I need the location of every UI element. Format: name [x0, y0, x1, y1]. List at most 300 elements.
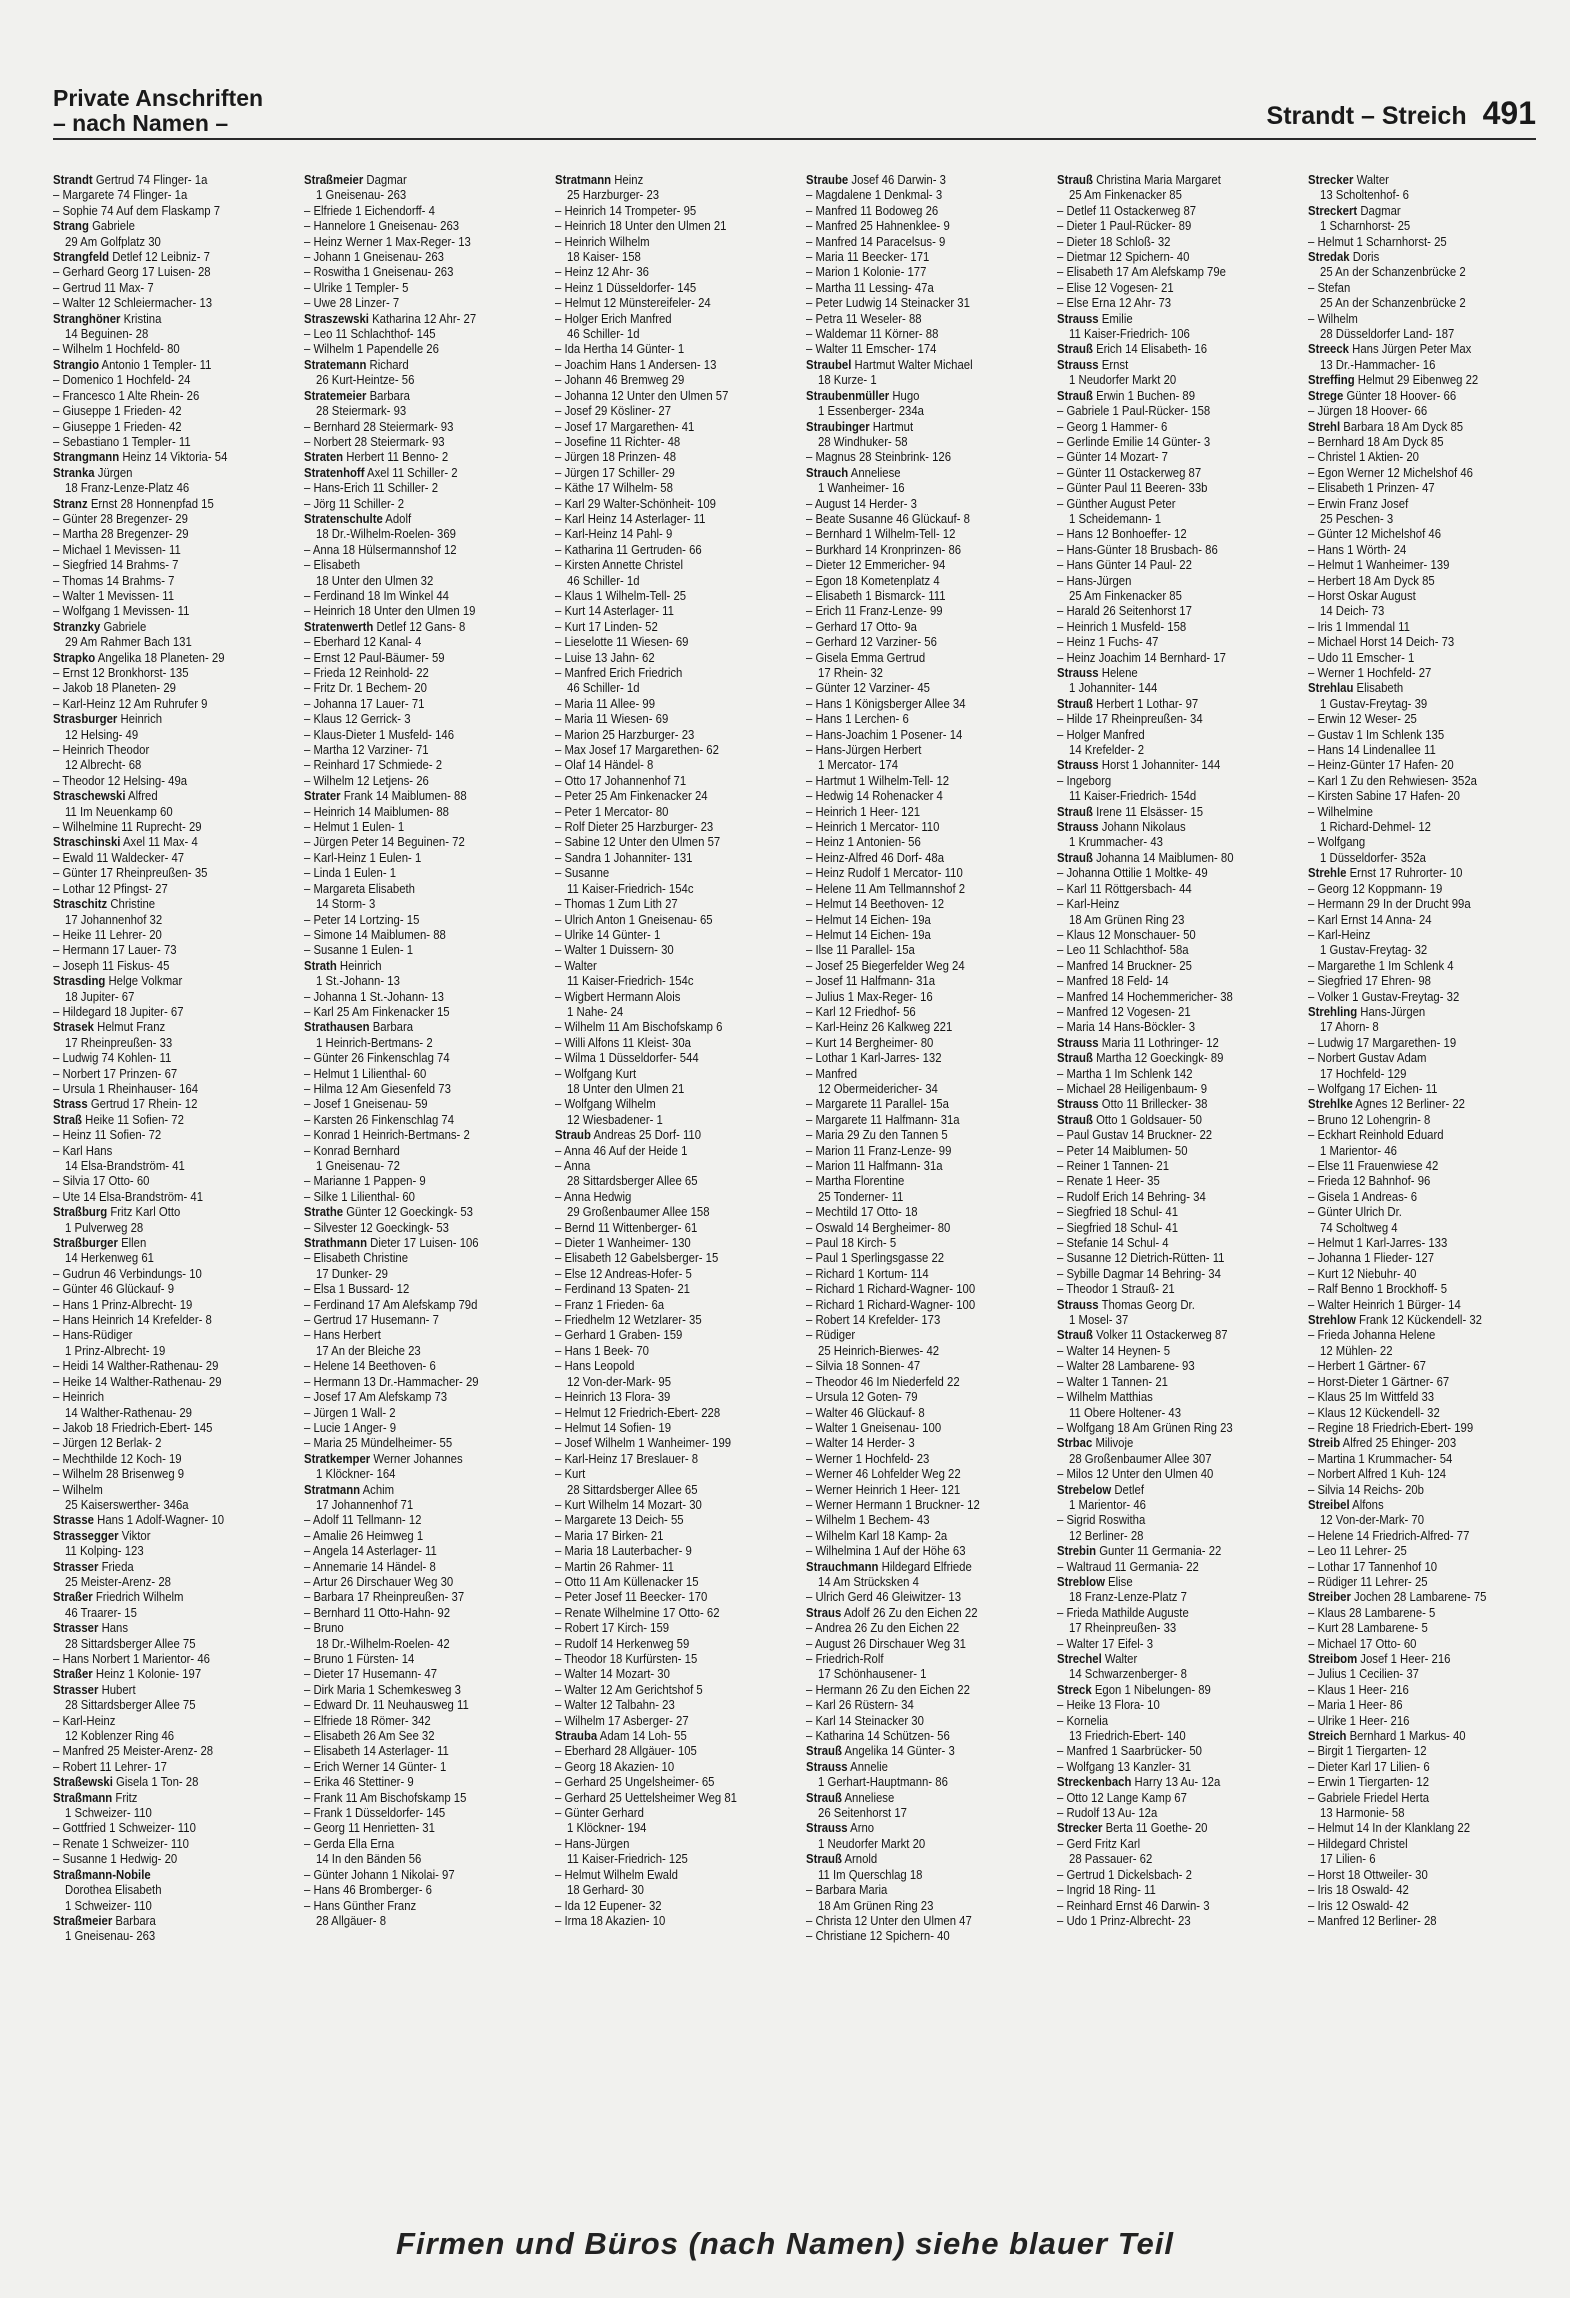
directory-entry: [304, 1066, 536, 1081]
entry-text: – Werner Heinrich 1 Heer- 121: [806, 1481, 961, 1497]
entry-text: – Dieter Karl 17 Lilien- 6: [1308, 1758, 1430, 1774]
entry-text: Volker 11 Ostackerweg 87: [1096, 1327, 1228, 1343]
directory-entry: [53, 1898, 286, 1913]
surname: Streckenbach: [1057, 1774, 1132, 1790]
entry-text: – Giuseppe 1 Frieden- 42: [53, 418, 182, 434]
directory-entry: [53, 1913, 285, 1928]
entry-text: Helene: [1101, 665, 1138, 680]
directory-entry: [53, 1143, 285, 1158]
entry-text: – Reiner 1 Tannen- 21: [1057, 1158, 1170, 1173]
entry-text: 17 Rhein- 32: [818, 665, 883, 680]
directory-entry: [806, 850, 1038, 865]
entry-text: 28 Steiermark- 93: [316, 403, 407, 419]
entry-text: – Angela 14 Asterlager- 11: [304, 1543, 437, 1559]
directory-entry: [555, 1497, 787, 1512]
directory-entry: [1308, 1019, 1541, 1034]
directory-entry: [1308, 1312, 1540, 1327]
directory-entry: [1308, 1358, 1540, 1373]
directory-entry: [1308, 619, 1540, 634]
directory-entry: [53, 927, 285, 942]
directory-entry: [1057, 1851, 1290, 1866]
directory-entry: [304, 634, 536, 649]
entry-text: Herbert 11 Benno- 2: [346, 449, 449, 465]
directory-entry: [1308, 1112, 1540, 1127]
entry-text: 1 Essenberger- 234a: [818, 403, 924, 419]
directory-entry: [806, 1466, 1038, 1481]
entry-text: – Elisabeth 1 Bismarck- 111: [806, 587, 946, 603]
directory-entry: [806, 1713, 1038, 1728]
directory-entry: [304, 295, 536, 310]
directory-entry: [53, 388, 285, 403]
directory-entry: [806, 742, 1038, 757]
entry-text: – Renate Wilhelmine 17 Otto- 62: [555, 1604, 720, 1620]
entry-text: – Walter 17 Eifel- 3: [1057, 1635, 1154, 1651]
directory-entry: [806, 1790, 1038, 1805]
directory-entry: [1057, 1035, 1289, 1050]
directory-entry: [1057, 419, 1289, 434]
directory-entry: [1057, 372, 1290, 387]
directory-entry: [304, 1389, 536, 1404]
directory-entry: [555, 1420, 787, 1435]
entry-text: – Gerd Fritz Karl: [1057, 1835, 1141, 1851]
directory-entry: [53, 881, 285, 896]
entry-text: – Werner 1 Hochfeld- 23: [806, 1450, 930, 1466]
entry-text: – Robert 11 Lehrer- 17: [53, 1758, 167, 1774]
directory-entry: [1057, 449, 1289, 464]
entry-text: – Hans 46 Bromberger- 6: [304, 1882, 432, 1898]
directory-entry: [806, 326, 1038, 341]
entry-text: – Rudolf 13 Au- 12a: [1057, 1805, 1158, 1821]
surname: Strehlow: [1308, 1312, 1356, 1328]
directory-entry: [1057, 1143, 1289, 1158]
directory-entry: [304, 1898, 536, 1913]
directory-entry: [806, 1497, 1038, 1512]
entry-text: – Gerda Ella Erna: [304, 1835, 395, 1851]
directory-entry: [1308, 526, 1540, 541]
entry-text: – Hartmut 1 Wilhelm-Tell- 12: [806, 772, 950, 788]
directory-entry: [806, 757, 1039, 772]
directory-entry: [1057, 1250, 1289, 1265]
directory-entry: [1057, 357, 1289, 372]
directory-entry: [304, 1728, 536, 1743]
directory-entry: [1057, 588, 1290, 603]
directory-entry: [53, 449, 285, 464]
entry-text: Herbert 1 Lothar- 97: [1096, 695, 1199, 711]
entry-text: – Elsa 1 Bussard- 12: [304, 1281, 410, 1297]
directory-entry: [1308, 1158, 1540, 1173]
directory-entry: [53, 542, 285, 557]
entry-text: – Rüdiger 11 Lehrer- 25: [1308, 1573, 1428, 1589]
directory-entry: [806, 1682, 1038, 1697]
entry-text: – Heinz 1 Düsseldorfer- 145: [555, 279, 697, 295]
directory-entry: [304, 865, 536, 880]
entry-text: – Kurt 17 Linden- 52: [555, 618, 658, 634]
entry-text: – Manfred 25 Hahnenklee- 9: [806, 218, 950, 234]
directory-entry: [1308, 912, 1540, 927]
directory-entry: [1057, 680, 1290, 695]
entry-text: – Theodor 46 Im Niederfeld 22: [806, 1373, 960, 1389]
directory-entry: [53, 1851, 285, 1866]
directory-entry: [53, 973, 285, 988]
entry-text: 18 Gerhard- 30: [567, 1882, 644, 1898]
entry-text: – Josef 17 Margarethen- 41: [555, 418, 695, 434]
directory-entry: [304, 1420, 536, 1435]
surname: Straten: [304, 449, 344, 465]
directory-entry: [555, 819, 787, 834]
page-header-right: [1267, 95, 1536, 132]
directory-entry: [555, 341, 787, 356]
directory-entry: [555, 773, 787, 788]
directory-entry: [304, 773, 536, 788]
directory-entry: [53, 1666, 285, 1681]
entry-text: – Andrea 26 Zu den Eichen 22: [806, 1620, 960, 1636]
directory-entry: [806, 511, 1038, 526]
directory-entry: [304, 942, 536, 957]
entry-text: – Wilhelm 28 Brisenweg 9: [53, 1466, 185, 1482]
entry-text: – Karl-Heinz 12 Am Ruhrufer 9: [53, 695, 208, 711]
entry-text: 1 Prinz-Albrecht- 19: [65, 1342, 166, 1358]
directory-entry: [806, 634, 1038, 649]
directory-entry: [555, 511, 787, 526]
entry-text: – Helmut 1 Wanheimer- 139: [1308, 557, 1450, 573]
surname: Stratmann: [555, 172, 612, 187]
directory-entry: [1308, 1173, 1540, 1188]
entry-text: – Gerlinde Emilie 14 Günter- 3: [1057, 433, 1211, 449]
directory-entry: [304, 264, 536, 279]
directory-entry: [53, 465, 285, 480]
directory-entry: [555, 419, 787, 434]
entry-text: – Jürgen 12 Berlak- 2: [53, 1435, 162, 1451]
directory-entry: [555, 1081, 788, 1096]
directory-entry: [53, 757, 286, 772]
entry-text: Ellen: [121, 1235, 147, 1251]
directory-entry: [1057, 1636, 1289, 1651]
directory-entry: [304, 465, 536, 480]
directory-entry: [1057, 942, 1289, 957]
directory-entry: [555, 1297, 787, 1312]
directory-entry: [555, 1820, 788, 1835]
entry-text: – Udo 1 Prinz-Albrecht- 23: [1057, 1912, 1191, 1928]
directory-entry: [1308, 1682, 1540, 1697]
entry-text: – Heinrich Theodor: [53, 742, 150, 758]
directory-entry: [1057, 742, 1290, 757]
directory-entry: [806, 619, 1038, 634]
directory-entry: [53, 341, 285, 356]
directory-entry: [806, 295, 1038, 310]
entry-text: – Renate 1 Heer- 35: [1057, 1173, 1160, 1189]
entry-text: – Gerhard 1 Graben- 159: [555, 1327, 683, 1343]
entry-text: – Otto 17 Johannenhof 71: [555, 772, 687, 788]
surname: Strater: [304, 788, 341, 804]
directory-entry: [304, 1189, 536, 1204]
directory-entry: [1308, 280, 1540, 295]
entry-text: – Michael 28 Heiligenbaum- 9: [1057, 1080, 1208, 1096]
directory-entry: [555, 850, 787, 865]
directory-entry: [806, 434, 1039, 449]
directory-entry: [555, 1004, 788, 1019]
surname: Strauß: [806, 1789, 842, 1805]
directory-entry: [555, 973, 788, 988]
entry-text: – Kurt Wilhelm 14 Mozart- 30: [555, 1496, 702, 1512]
entry-text: 29 Großenbaumer Allee 158: [567, 1204, 710, 1220]
directory-entry: [806, 1559, 1038, 1574]
directory-entry: [1308, 326, 1541, 341]
directory-entry: [555, 357, 787, 372]
entry-text: Hans 1 Adolf-Wagner- 10: [97, 1512, 225, 1528]
directory-entry: [1308, 264, 1541, 279]
directory-entry: [1308, 1389, 1540, 1404]
directory-entry: [1057, 1682, 1289, 1697]
directory-entry: [53, 1466, 285, 1481]
entry-text: – Martina 1 Krummacher- 54: [1308, 1450, 1453, 1466]
entry-text: 1 Nahe- 24: [567, 1003, 624, 1019]
entry-text: – Theodor 18 Kurfürsten- 15: [555, 1651, 698, 1666]
directory-entry: [304, 788, 536, 803]
directory-entry: [806, 1312, 1038, 1327]
entry-text: Hubert: [101, 1681, 136, 1697]
directory-entry: [53, 603, 285, 618]
directory-entry: [555, 249, 788, 264]
entry-text: – Helmut 14 In der Klanklang 22: [1308, 1820, 1471, 1836]
directory-entry: [1308, 1066, 1541, 1081]
entry-text: – Gudrun 46 Verbindungs- 10: [53, 1265, 202, 1281]
directory-entry: [53, 896, 285, 911]
directory-entry: [1057, 1651, 1289, 1666]
entry-text: – Maria 25 Mündelheimer- 55: [304, 1435, 453, 1451]
entry-text: – Burkhard 14 Kronprinzen- 86: [806, 541, 962, 557]
directory-entry: [304, 603, 536, 618]
surname: Strathe: [304, 1204, 344, 1220]
entry-text: – Hans 1 Prinz-Albrecht- 19: [53, 1296, 193, 1312]
directory-entry: [1057, 1697, 1289, 1712]
directory-entry: [806, 526, 1038, 541]
entry-text: 11 Kolping- 123: [65, 1543, 144, 1559]
entry-text: Doris: [1352, 249, 1380, 265]
directory-entry: [806, 1913, 1038, 1928]
entry-text: Günter 18 Hoover- 66: [1346, 387, 1457, 403]
directory-entry: [806, 1420, 1038, 1435]
directory-entry: [1308, 1250, 1540, 1265]
entry-text: – Walter 12 Schleiermacher- 13: [53, 295, 213, 311]
surname: Strege: [1308, 387, 1344, 403]
directory-entry: [806, 372, 1039, 387]
entry-text: – Leo 11 Lehrer- 25: [1308, 1543, 1407, 1559]
entry-text: – Waltraud 11 Germania- 22: [1057, 1558, 1199, 1574]
directory-entry: [806, 942, 1038, 957]
entry-text: – Hedwig 14 Rohenacker 4: [806, 788, 943, 804]
directory-entry: [806, 1774, 1039, 1789]
entry-text: 18 Kaiser- 158: [567, 249, 641, 265]
directory-entry: [555, 896, 787, 911]
entry-text: – Joseph 11 Fiskus- 45: [53, 957, 170, 973]
entry-text: – Wilhelm 11 Am Bischofskamp 6: [555, 1019, 723, 1035]
entry-text: – Eberhard 28 Allgäuer- 105: [555, 1743, 697, 1759]
entry-text: – Robert 17 Kirch- 159: [555, 1620, 670, 1636]
entry-text: 17 Johannenhof 32: [65, 911, 163, 927]
directory-entry: [1057, 1112, 1289, 1127]
entry-text: – Johanna 1 St.-Johann- 13: [304, 988, 444, 1004]
surname: Streeck: [1308, 341, 1349, 357]
surname: Straß: [53, 1111, 82, 1127]
entry-text: – Hans-Günter 18 Brusbach- 86: [1057, 541, 1218, 557]
directory-entry: [1308, 1913, 1540, 1928]
directory-entry: [555, 1636, 787, 1651]
entry-text: – Wolfgang Kurt: [555, 1065, 637, 1081]
entry-text: – Maria 11 Allee- 99: [555, 695, 656, 711]
entry-text: – Hans Günter 14 Paul- 22: [1057, 557, 1192, 573]
entry-text: – Lothar 1 Karl-Jarres- 132: [806, 1050, 942, 1066]
directory-entry: [555, 665, 787, 680]
entry-text: – Ferdinand 18 Im Winkel 44: [304, 587, 449, 603]
surname: Stratemeier: [304, 387, 367, 403]
directory-entry: [1308, 1790, 1540, 1805]
directory-entry: [1308, 1651, 1540, 1666]
entry-text: – Walter 14 Heynen- 5: [1057, 1342, 1171, 1358]
directory-entry: [53, 834, 285, 849]
directory-entry: [53, 557, 285, 572]
directory-entry: [304, 434, 536, 449]
entry-text: Berta 11 Goethe- 20: [1105, 1820, 1208, 1836]
entry-text: – Marion 25 Harzburger- 23: [555, 726, 695, 742]
directory-entry: [304, 372, 537, 387]
entry-text: Alfred: [128, 788, 158, 804]
directory-entry: [1308, 1543, 1540, 1558]
directory-entry: [555, 619, 787, 634]
entry-text: – Thomas 14 Brahms- 7: [53, 572, 175, 588]
entry-text: – Adolf 11 Tellmann- 12: [304, 1512, 422, 1528]
directory-entry: [1057, 465, 1289, 480]
directory-entry: [304, 1158, 537, 1173]
entry-text: – Karl-Heinz: [1057, 896, 1120, 912]
directory-entry: [555, 1620, 787, 1635]
directory-entry: [806, 1127, 1038, 1142]
surname: Streibom: [1308, 1651, 1358, 1666]
entry-text: 26 Seitenhorst 17: [818, 1805, 907, 1821]
directory-entry: [555, 557, 787, 572]
entry-text: 11 Kaiser-Friedrich- 154c: [567, 880, 694, 896]
entry-text: – Margarete 74 Flinger- 1a: [53, 187, 188, 203]
directory-entry: [304, 1497, 537, 1512]
entry-text: Alfons: [1352, 1496, 1384, 1512]
directory-entry: [304, 172, 536, 187]
directory-entry: [806, 542, 1038, 557]
directory-entry: [1057, 727, 1289, 742]
directory-entry: [1057, 557, 1289, 572]
directory-entry: [304, 449, 536, 464]
entry-text: 1 Mosel- 37: [1069, 1312, 1129, 1328]
entry-text: – Norbert Alfred 1 Kuh- 124: [1308, 1466, 1447, 1482]
directory-entry: [555, 711, 787, 726]
directory-entry: [806, 1728, 1038, 1743]
entry-text: 14 Walther-Rathenau- 29: [65, 1404, 192, 1420]
entry-text: Arnold: [844, 1851, 878, 1867]
directory-entry: [1308, 1620, 1540, 1635]
directory-entry: [53, 218, 285, 233]
entry-text: Martha 12 Goeckingk- 89: [1096, 1050, 1224, 1066]
entry-text: Detlef 12 Gans- 8: [376, 618, 466, 634]
entry-text: 28 Großenbaumer Allee 307: [1069, 1450, 1212, 1466]
directory-entry: [304, 1112, 536, 1127]
entry-text: – Helmut 14 Eichen- 19a: [806, 911, 931, 927]
directory-entry: [555, 1327, 787, 1342]
entry-text: – Günter 14 Mozart- 7: [1057, 449, 1168, 465]
directory-entry: [53, 1651, 285, 1666]
entry-text: – Christel 1 Aktien- 20: [1308, 449, 1419, 465]
directory-entry: [53, 1836, 285, 1851]
entry-text: – Johann 46 Bremweg 29: [555, 372, 685, 388]
directory-entry: [806, 650, 1038, 665]
directory-entry: [1308, 804, 1540, 819]
directory-entry: [806, 665, 1039, 680]
entry-text: – Dieter 18 Schloß- 32: [1057, 233, 1171, 249]
surname: Strauß: [806, 1743, 842, 1759]
entry-text: Gertrud 17 Rhein- 12: [90, 1096, 198, 1112]
directory-entry: [1057, 912, 1290, 927]
entry-text: – Heinrich: [53, 1389, 105, 1405]
entry-text: 12 Berliner- 28: [1069, 1527, 1144, 1543]
entry-text: – Herbert 1 Gärtner- 67: [1308, 1358, 1426, 1374]
entry-text: – August 26 Dirschauer Weg 31: [806, 1635, 966, 1651]
entry-text: – Josef Wilhelm 1 Wanheimer- 199: [555, 1435, 732, 1451]
entry-text: – Karl 26 Rüstern- 34: [806, 1697, 914, 1713]
directory-entry: [1308, 1497, 1540, 1512]
directory-entry: [806, 557, 1038, 572]
surname: Strasburger: [53, 711, 118, 727]
entry-text: – Bernhard 1 Wilhelm-Tell- 12: [806, 526, 956, 542]
directory-entry: [1308, 311, 1540, 326]
surname: Straschewski: [53, 788, 126, 804]
entry-text: – Wilhelm 1 Papendelle 26: [304, 341, 439, 357]
directory-entry: [53, 172, 285, 187]
entry-text: – Helmut 14 Sofien- 19: [555, 1419, 672, 1435]
directory-entry: [304, 542, 536, 557]
directory-entry: [1057, 1204, 1289, 1219]
directory-entry: [806, 1389, 1038, 1404]
directory-entry: [555, 264, 787, 279]
directory-entry: [1057, 896, 1289, 911]
surname: Strasding: [53, 973, 106, 989]
surname: Streblow: [1057, 1573, 1105, 1589]
entry-text: – Else Erna 12 Ahr- 73: [1057, 295, 1172, 311]
entry-text: 1 Marientor- 46: [1069, 1496, 1146, 1512]
directory-entry: [53, 1004, 285, 1019]
directory-entry: [1057, 434, 1289, 449]
entry-text: – Günter 17 Rheinpreußen- 35: [53, 865, 208, 881]
directory-entry: [304, 1636, 537, 1651]
entry-text: 11 Im Querschlag 18: [818, 1866, 923, 1882]
entry-text: – Sebastiano 1 Templer- 11: [53, 433, 191, 449]
entry-text: – Helmut 1 Scharnhorst- 25: [1308, 233, 1447, 249]
directory-entry: [304, 573, 537, 588]
entry-text: – Karl-Heinz: [53, 1712, 116, 1728]
entry-text: – Günter Gerhard: [555, 1805, 644, 1821]
entry-text: – Milos 12 Unter den Ulmen 40: [1057, 1466, 1214, 1482]
directory-entry: [806, 1327, 1038, 1342]
entry-text: – Helmut 1 Karl-Jarres- 133: [1308, 1235, 1448, 1251]
entry-text: 18 Franz-Lenze-Platz 46: [65, 480, 190, 496]
entry-text: – Johanna 1 Flieder- 127: [1308, 1250, 1435, 1266]
entry-text: 14 Beguinen- 28: [65, 326, 149, 342]
entry-text: – Bruno: [304, 1620, 344, 1636]
directory-entry: [1057, 1420, 1289, 1435]
surname: Streckert: [1308, 202, 1358, 218]
directory-entry: [806, 172, 1038, 187]
entry-text: – Else 11 Frauenwiese 42: [1308, 1158, 1439, 1173]
entry-text: Thomas Georg Dr.: [1101, 1296, 1195, 1312]
directory-entry: [304, 1019, 536, 1034]
entry-text: Andreas 25 Dorf- 110: [593, 1127, 702, 1143]
entry-text: – Jürgen 1 Wall- 2: [304, 1404, 396, 1420]
